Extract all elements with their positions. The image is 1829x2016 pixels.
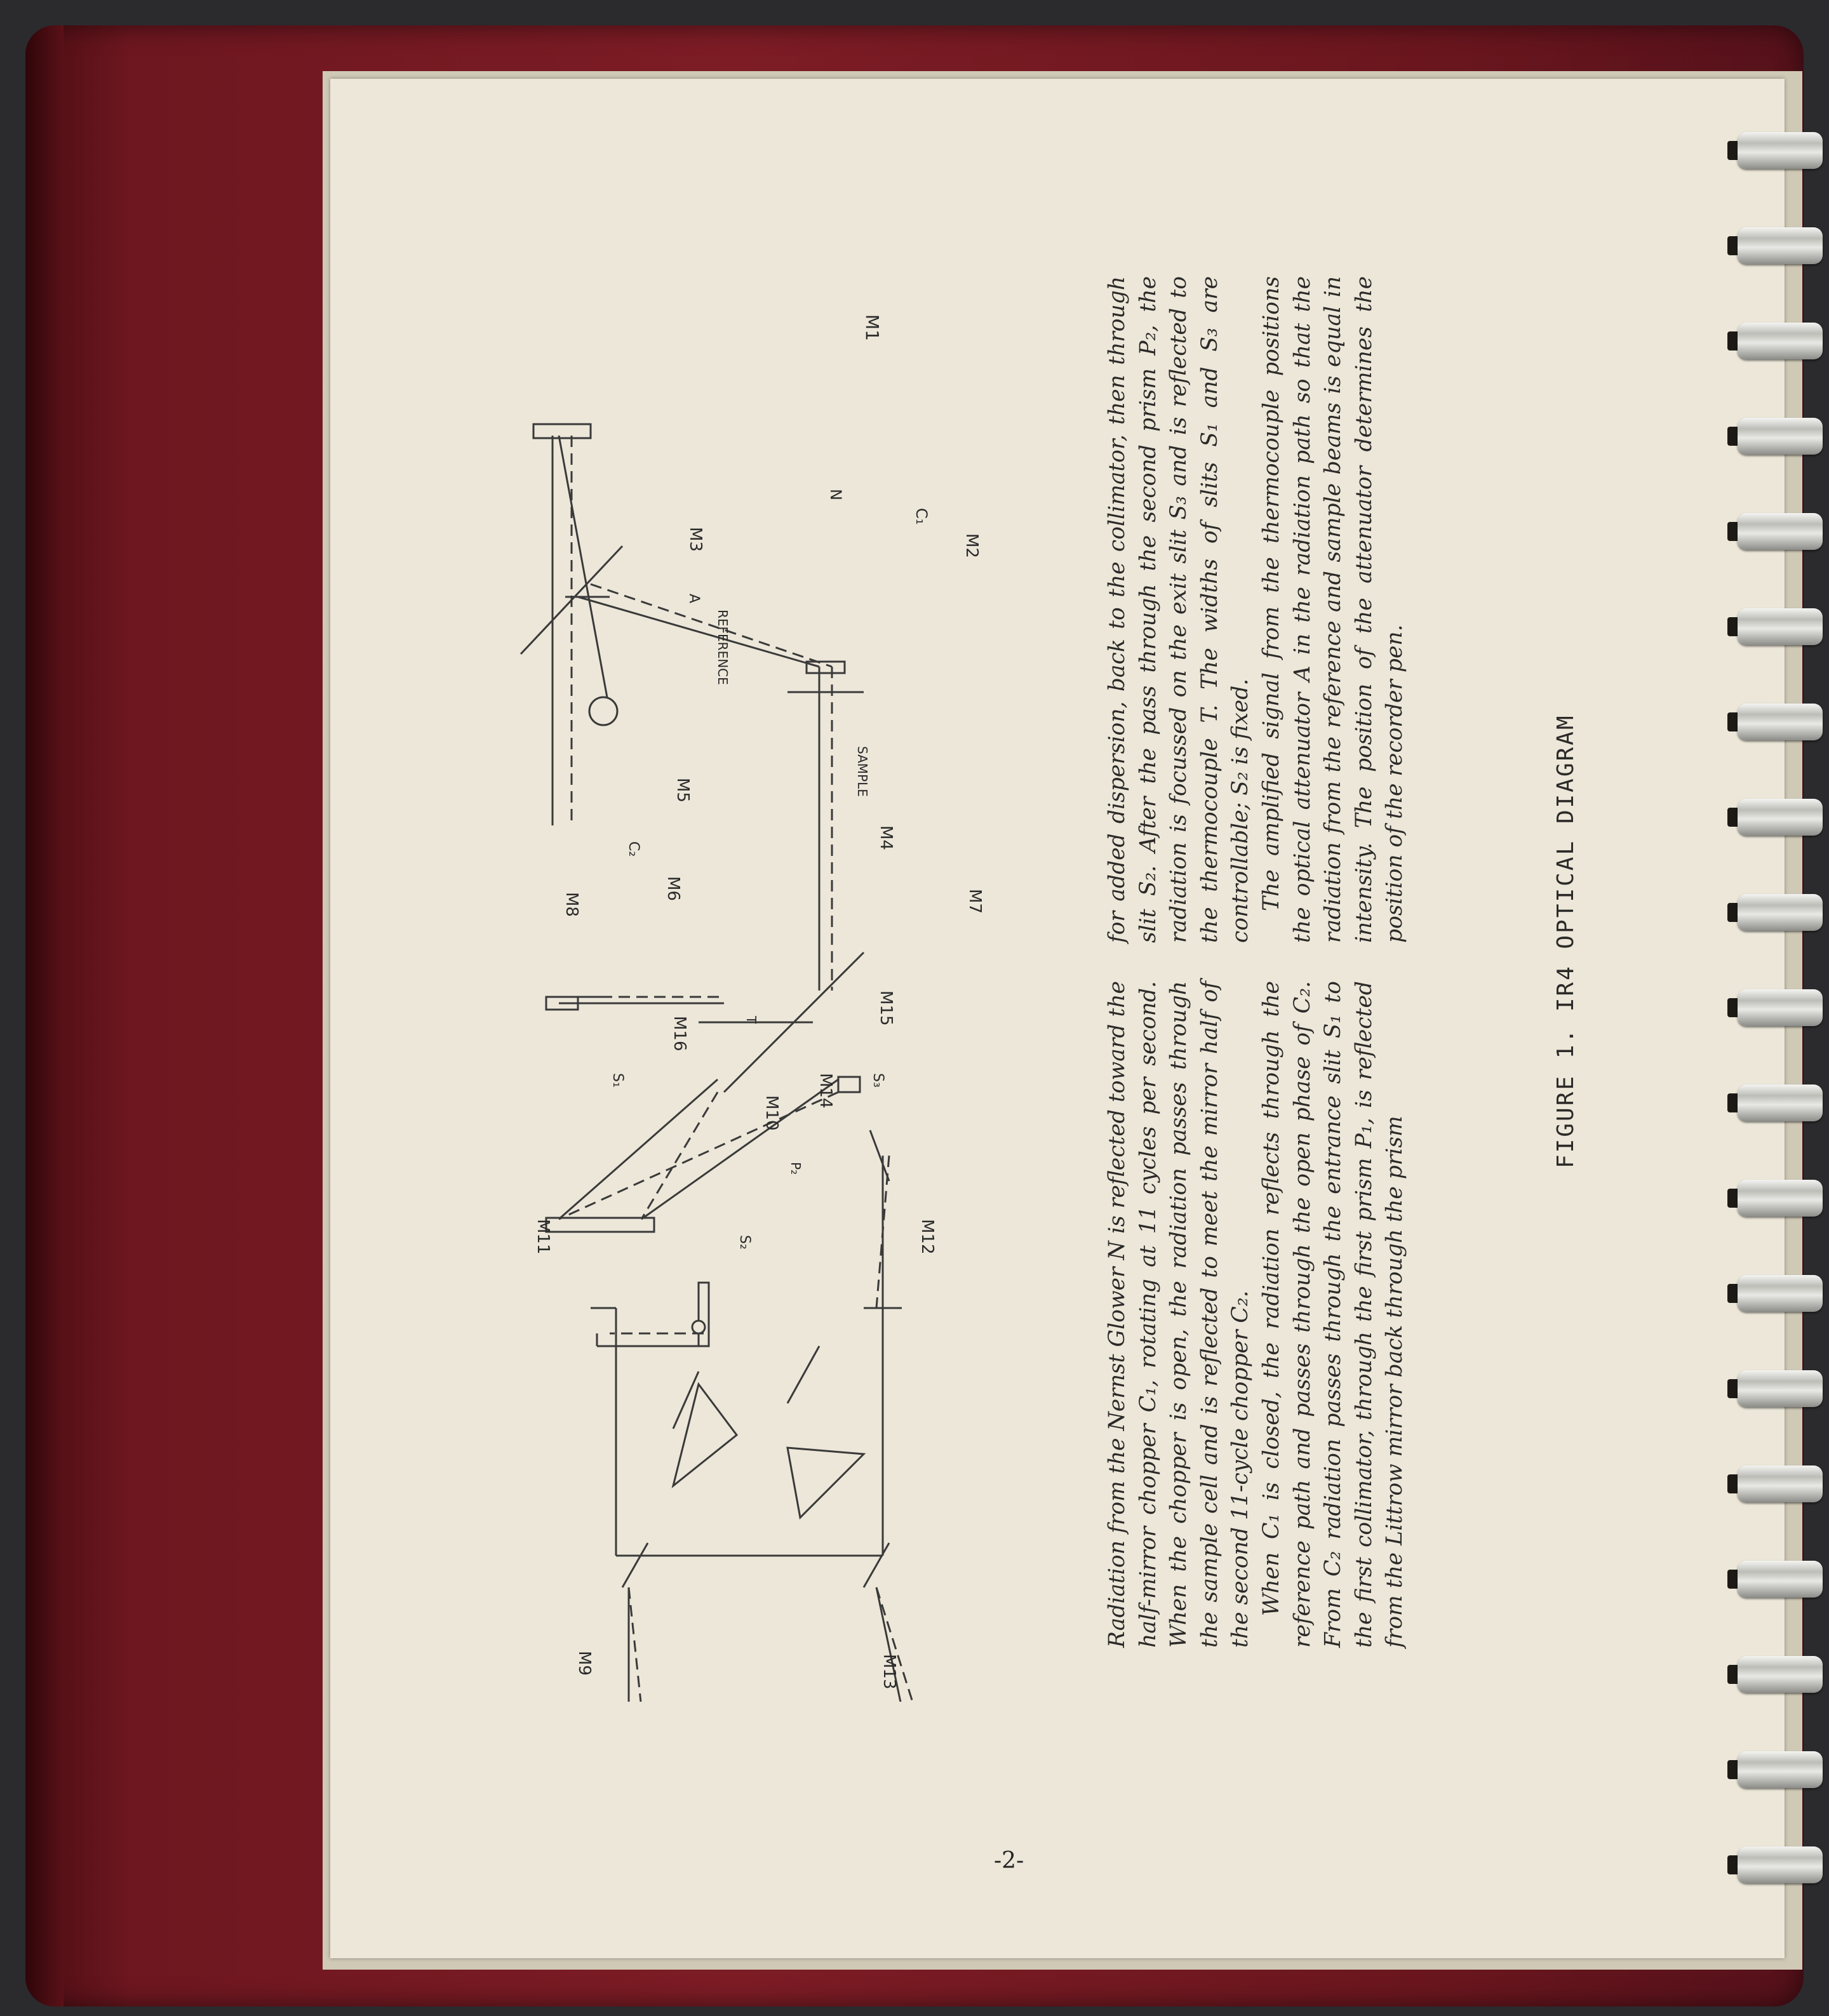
binder-ring — [1727, 1460, 1823, 1506]
binder-ring — [1727, 1651, 1823, 1697]
binder-ring — [1727, 1365, 1823, 1411]
label-m4: M4 — [876, 825, 895, 850]
label-m11: M11 — [533, 1219, 553, 1255]
page-number: -2- — [994, 1848, 1024, 1874]
label-m15: M15 — [876, 991, 895, 1026]
binder-ring — [1727, 508, 1823, 554]
figure-caption: FIGURE 1. IR4 OPTICAL DIAGRAM — [1553, 714, 1579, 1168]
body-text-column-1 — [1102, 981, 1410, 1648]
optical-diagram — [508, 305, 1118, 1702]
label-m16: M16 — [670, 1016, 689, 1051]
binder-ring — [1727, 1175, 1823, 1220]
label-m2: M2 — [962, 533, 981, 558]
label-chopper-c2: C₂ — [626, 841, 641, 857]
label-m14: M14 — [816, 1073, 835, 1109]
binder-ring — [1727, 889, 1823, 935]
label-chopper-c1: C₁ — [913, 508, 930, 525]
label-m13: M13 — [880, 1654, 899, 1690]
label-m6: M6 — [664, 876, 683, 901]
label-m7: M7 — [965, 889, 984, 914]
binder-ring — [1727, 984, 1823, 1030]
paragraph-3: for added dispersion, back to the collimator, then through slit S₂. After the pass through the second prism P₂, the radiation is focussed on the exit slit S₃ and is reflected to the thermocouple T. The widths of slits S₁ and S₃ are controllable; S₂ is fixed. — [1104, 276, 1254, 943]
binder-ring — [1727, 698, 1823, 744]
binder-rings — [1715, 38, 1829, 1994]
label-slit-s3: S₃ — [870, 1073, 886, 1088]
label-attenuator-a: A — [686, 594, 702, 604]
label-m3: M3 — [686, 527, 705, 552]
binder-ring — [1727, 222, 1823, 268]
binder-ring — [1727, 1270, 1823, 1316]
label-m5: M5 — [673, 778, 692, 803]
optical-diagram-svg — [508, 305, 1118, 1702]
binder-ring — [1727, 1079, 1823, 1125]
binder-ring — [1727, 1746, 1823, 1792]
paragraph-4: The amplified signal from the thermocouple positions the optical attenuator A in the radiation path so that the radiation from the reference and sample beams is equal in intensity. The position of the attenuator determines the position of the recorder pen. — [1258, 276, 1408, 943]
binder-ring — [1727, 603, 1823, 649]
label-nernst-glower: N — [827, 489, 845, 500]
label-m9: M9 — [575, 1651, 594, 1676]
label-slit-s2: S₂ — [737, 1235, 753, 1250]
binder-ring — [1727, 1841, 1823, 1887]
binder-spine-edge — [25, 25, 64, 2006]
paragraph-1: Radiation from the Nernst Glower N is reflected toward the half-mirror chopper C₁, rotating at 11 cycles per second. When the chopper is open, the radiation passes through the sample cell and is reflected to meet the mirror half of the second 11-cycle chopper C₂. — [1104, 981, 1254, 1648]
body-text-column-2 — [1102, 276, 1410, 943]
binder-ring — [1727, 413, 1823, 458]
label-thermocouple-t: T — [744, 1016, 759, 1024]
label-reference: REFERENCE — [715, 610, 730, 685]
label-sample: SAMPLE — [855, 746, 870, 797]
binder-ring — [1727, 1556, 1823, 1601]
paragraph-2: When C₁ is closed, the radiation reflects through the reference path and passes through the open phase of C₂. From C₂ radiation passes through the entrance slit S₁ to the first collimator, through the first prism P₁, is reflected from the Littrow mirror back through the prism — [1258, 981, 1408, 1648]
label-m8: M8 — [562, 892, 581, 917]
label-m1: M1 — [862, 314, 883, 341]
label-m10: M10 — [762, 1095, 781, 1131]
binder-ring — [1727, 794, 1823, 839]
binder-ring — [1727, 127, 1823, 173]
binder-ring — [1727, 317, 1823, 363]
label-slit-s1: S₁ — [610, 1073, 626, 1088]
label-m12: M12 — [918, 1219, 937, 1255]
label-prism-p2: P₂ — [788, 1162, 803, 1175]
